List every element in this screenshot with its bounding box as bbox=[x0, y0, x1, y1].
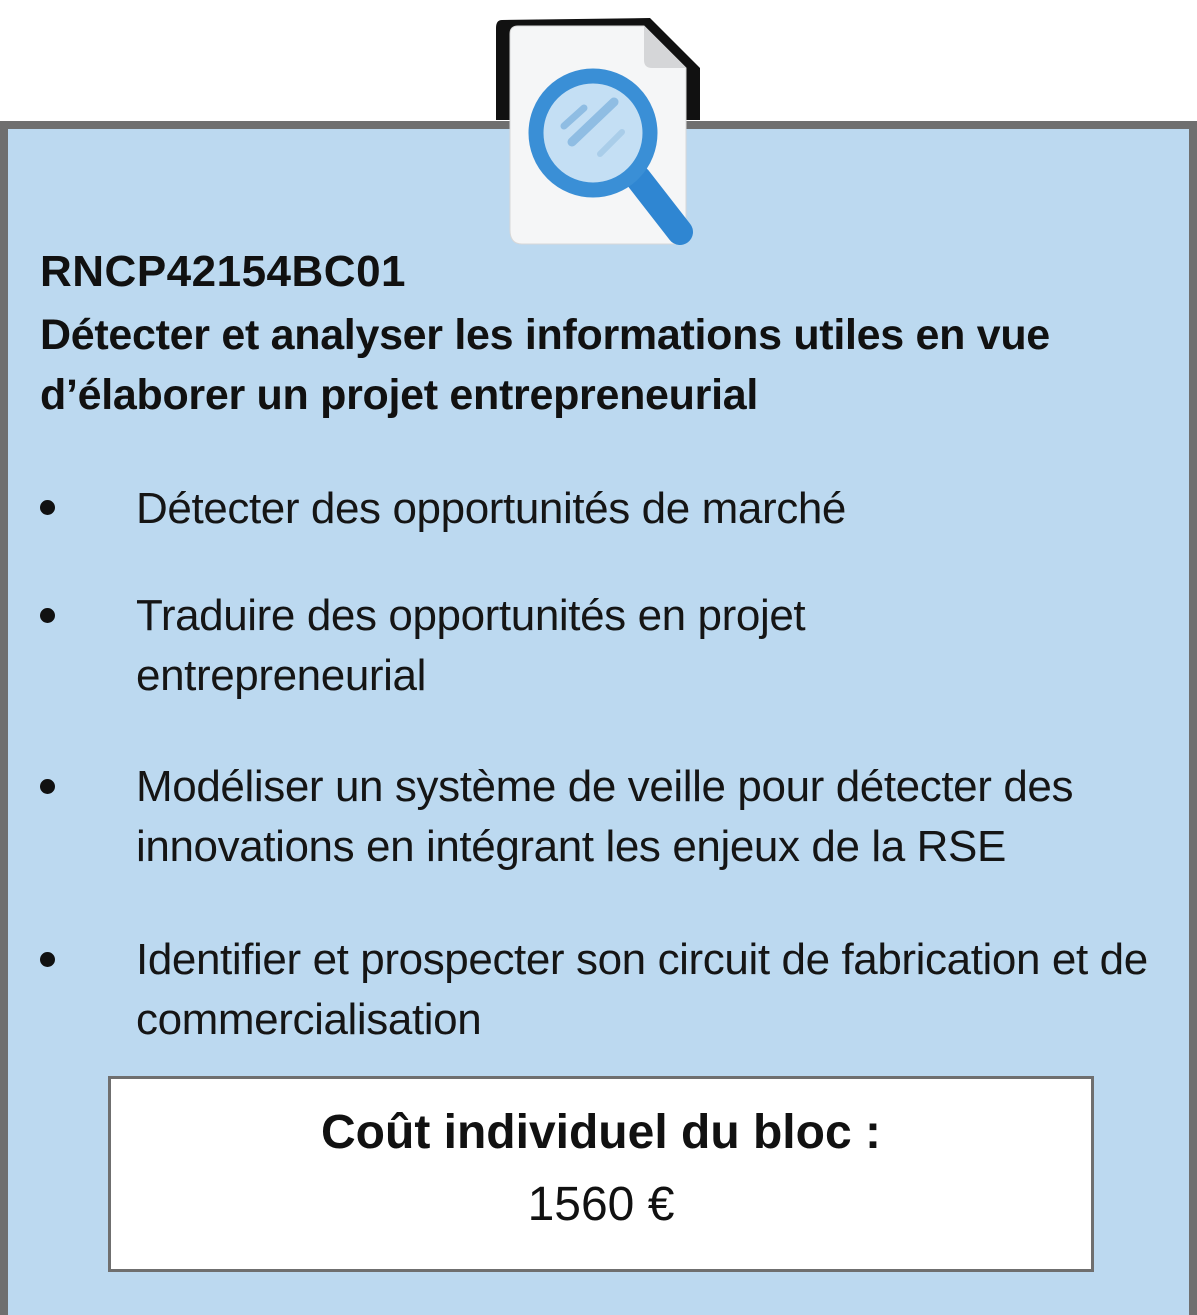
block-title: Détecter et analyser les informations utiles en vue d’élaborer un projet entrepreneurial bbox=[40, 311, 1050, 419]
bullet-icon bbox=[40, 500, 55, 515]
cost-label: Coût individuel du bloc : bbox=[321, 1106, 881, 1159]
document-search-icon bbox=[488, 8, 708, 258]
block-code: RNCP42154BC01 bbox=[40, 247, 407, 296]
bullet-icon bbox=[40, 608, 55, 623]
cost-box bbox=[108, 1076, 1094, 1272]
list-item-text: Détecter des opportunités de marché bbox=[136, 484, 846, 533]
bullet-icon bbox=[40, 779, 55, 794]
list-item-text: Modéliser un système de veille pour détecter des innovations en intégrant les enjeux de la RSE bbox=[136, 762, 1074, 871]
list-item-text: Traduire des opportunités en projet entrepreneurial bbox=[136, 591, 806, 700]
list-item-text: Identifier et prospecter son circuit de fabrication et de commercialisation bbox=[136, 935, 1148, 1044]
cost-value: 1560 € bbox=[527, 1178, 675, 1231]
bullet-icon bbox=[40, 952, 55, 967]
